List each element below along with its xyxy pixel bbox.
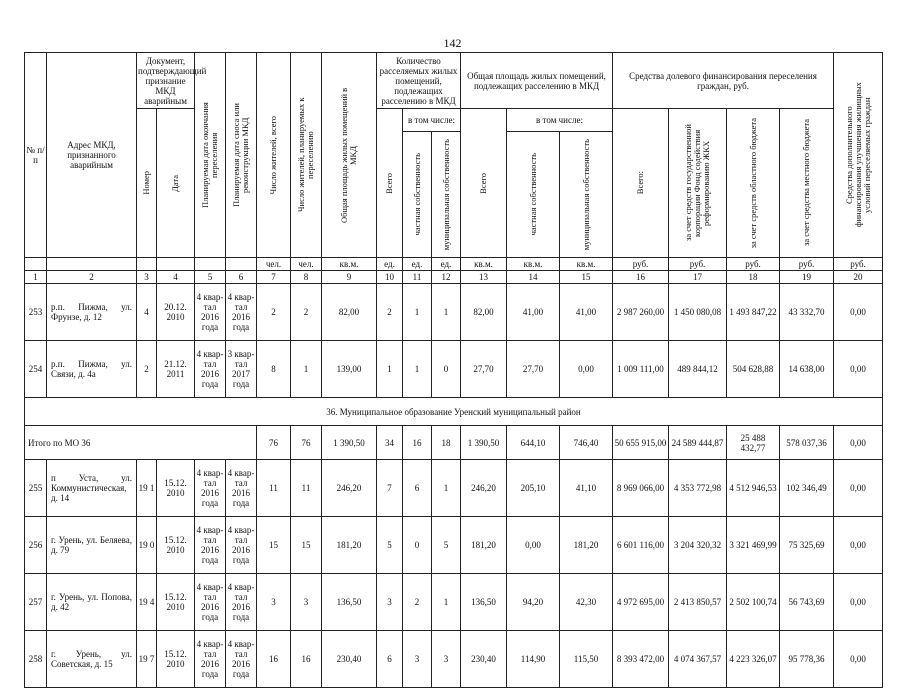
- header-rooms-total: Всего: [377, 109, 403, 258]
- table-cell: 181,20: [322, 517, 377, 574]
- table-cell: 115,50: [560, 631, 613, 688]
- table-cell: 1: [432, 574, 461, 631]
- table-cell: 1: [403, 284, 432, 341]
- unit-cell: [195, 258, 226, 271]
- unit-cell: [47, 258, 137, 271]
- table-cell: 41,00: [560, 284, 613, 341]
- header-fin-local: за счет средства местного бюджета: [780, 109, 834, 258]
- table-cell: 4 353 772,98: [669, 460, 727, 517]
- table-row: [25, 574, 883, 631]
- column-number-cell: 7: [257, 271, 291, 284]
- table-cell: 4 квар-тал 2016 года: [226, 284, 257, 341]
- table-cell: 4 квар-тал 2016 года: [195, 574, 226, 631]
- table-cell: 0,00: [834, 631, 883, 688]
- subtotal-cell: 25 488 432,77: [727, 426, 780, 460]
- table-cell: г. Урень, ул. Попова, д. 42: [47, 574, 137, 631]
- header-area-municipal: муниципальная собственность: [560, 131, 613, 257]
- table-cell: 181,20: [461, 517, 507, 574]
- subtotal-label: Итого по МО 36: [25, 426, 257, 460]
- table-cell: 4 074 367,57: [669, 631, 727, 688]
- table-cell: 94,20: [507, 574, 560, 631]
- subtotal-cell: 1 390,50: [322, 426, 377, 460]
- table-cell: 11: [291, 460, 322, 517]
- subtotal-cell: 18: [432, 426, 461, 460]
- table-cell: 15.12. 2010: [157, 460, 195, 517]
- table-cell: 15.12. 2010: [157, 631, 195, 688]
- table-cell: 4 квар-тал 2016 года: [226, 460, 257, 517]
- table-cell: 0: [403, 517, 432, 574]
- table-row: [25, 517, 883, 574]
- table-row: [25, 341, 883, 398]
- table-row: [25, 460, 883, 517]
- table-cell: 4 972 695,00: [613, 574, 669, 631]
- table-cell: 41,10: [560, 460, 613, 517]
- table-cell: 136,50: [461, 574, 507, 631]
- column-number-row: [25, 271, 883, 284]
- unit-cell: ед.: [432, 258, 461, 271]
- column-number-cell: 13: [461, 271, 507, 284]
- unit-cell: [157, 258, 195, 271]
- table-cell: 19 4: [137, 574, 157, 631]
- subtotal-cell: 34: [377, 426, 403, 460]
- unit-cell: [226, 258, 257, 271]
- subtotal-cell: 76: [257, 426, 291, 460]
- table-cell: 4: [137, 284, 157, 341]
- unit-cell: кв.м.: [461, 258, 507, 271]
- table-cell: 21.12. 2011: [157, 341, 195, 398]
- table-cell: 2: [291, 284, 322, 341]
- table-cell: 1 009 111,00: [613, 341, 669, 398]
- table-cell: 19 1: [137, 460, 157, 517]
- table-cell: 2 502 100,74: [727, 574, 780, 631]
- column-number-cell: 6: [226, 271, 257, 284]
- table-cell: 82,00: [322, 284, 377, 341]
- table-cell: 4 квар-тал 2016 года: [226, 574, 257, 631]
- table-cell: 19 0: [137, 517, 157, 574]
- header-num: № п/п: [25, 53, 47, 258]
- section-title: 36. Муниципальное образование Уренский муниципальный район: [25, 398, 883, 426]
- table-cell: 4 512 946,53: [727, 460, 780, 517]
- table-cell: 1: [291, 341, 322, 398]
- table-cell: 2: [257, 284, 291, 341]
- column-number-cell: 10: [377, 271, 403, 284]
- table-cell: 56 743,69: [780, 574, 834, 631]
- column-number-cell: 2: [47, 271, 137, 284]
- header-financing: Средства долевого финансирования переселения граждан, руб.: [613, 53, 834, 109]
- table-cell: 4 квар-тал 2016 года: [226, 631, 257, 688]
- table-cell: 256: [25, 517, 47, 574]
- header-area-incl: в том числе:: [507, 109, 613, 132]
- table-cell: 4 квар-тал 2016 года: [195, 460, 226, 517]
- table-cell: 257: [25, 574, 47, 631]
- unit-cell: чел.: [257, 258, 291, 271]
- table-cell: 3: [403, 631, 432, 688]
- unit-cell: руб.: [669, 258, 727, 271]
- table-cell: 3: [291, 574, 322, 631]
- header-plan-demolition: Планируемая дата сноса или реконструкции МКД: [226, 53, 257, 258]
- unit-cell: руб.: [613, 258, 669, 271]
- header-fin-fund: за счет средств государственной корпорации Фонд содействия реформированию ЖКХ: [669, 109, 727, 258]
- table-cell: 3: [257, 574, 291, 631]
- table-cell: 3 204 320,32: [669, 517, 727, 574]
- table-cell: 16: [291, 631, 322, 688]
- table-cell: 1: [377, 341, 403, 398]
- table-cell: 27,70: [461, 341, 507, 398]
- unit-cell: чел.: [291, 258, 322, 271]
- table-cell: 0,00: [560, 341, 613, 398]
- header-area-total: Всего: [461, 109, 507, 258]
- table-cell: 2 413 850,57: [669, 574, 727, 631]
- unit-cell: ед.: [377, 258, 403, 271]
- column-number-cell: 14: [507, 271, 560, 284]
- table-cell: 0,00: [834, 460, 883, 517]
- table-cell: 136,50: [322, 574, 377, 631]
- table-cell: 15.12. 2010: [157, 517, 195, 574]
- column-number-cell: 19: [780, 271, 834, 284]
- column-number-cell: 18: [727, 271, 780, 284]
- table-cell: 4 квар-тал 2016 года: [195, 284, 226, 341]
- header-area-private: частная собственность: [507, 131, 560, 257]
- header-plan-end: Планируемая дата окончания переселения: [195, 53, 226, 258]
- subtotal-cell: 0,00: [834, 426, 883, 460]
- header-rooms-municipal: муниципальная собственность: [432, 131, 461, 257]
- table-cell: 2 987 260,00: [613, 284, 669, 341]
- subtotal-cell: 1 390,50: [461, 426, 507, 460]
- table-cell: 14 638,00: [780, 341, 834, 398]
- table-cell: 2: [137, 341, 157, 398]
- table-cell: 205,10: [507, 460, 560, 517]
- header-residents: Число жителей, всего: [257, 53, 291, 258]
- table-cell: 6 601 116,00: [613, 517, 669, 574]
- table-cell: 1: [432, 460, 461, 517]
- table-cell: 4 223 326,07: [727, 631, 780, 688]
- table-cell: 4 квар-тал 2016 года: [195, 341, 226, 398]
- table-row: [25, 284, 883, 341]
- table-cell: 258: [25, 631, 47, 688]
- table-cell: 1: [403, 341, 432, 398]
- column-number-cell: 16: [613, 271, 669, 284]
- subtotal-cell: 644,10: [507, 426, 560, 460]
- header-doc-date: Дата: [157, 109, 195, 258]
- table-cell: 16: [257, 631, 291, 688]
- table-cell: 15: [291, 517, 322, 574]
- header-document: Документ, подтверждающий признание МКД аварийным: [137, 53, 195, 109]
- unit-cell: ед.: [403, 258, 432, 271]
- table-cell: 246,20: [322, 460, 377, 517]
- table-cell: 0,00: [507, 517, 560, 574]
- column-number-cell: 3: [137, 271, 157, 284]
- table-cell: 0,00: [834, 341, 883, 398]
- table-cell: 5: [377, 517, 403, 574]
- table-cell: 254: [25, 341, 47, 398]
- table-cell: 4 квар-тал 2016 года: [195, 631, 226, 688]
- subtotal-cell: 578 037,36: [780, 426, 834, 460]
- table-cell: 3 321 469,99: [727, 517, 780, 574]
- table-cell: 2: [377, 284, 403, 341]
- table-cell: 6: [377, 631, 403, 688]
- table-cell: 4 квар-тал 2016 года: [195, 517, 226, 574]
- header-rooms-private: частная собственность: [403, 131, 432, 257]
- column-number-cell: 9: [322, 271, 377, 284]
- table-cell: 0,00: [834, 517, 883, 574]
- header-total-area: Общая площадь жилых помещений в МКД: [322, 53, 377, 258]
- table-cell: 230,40: [461, 631, 507, 688]
- header-doc-number: Номер: [137, 109, 157, 258]
- units-row: [25, 258, 883, 271]
- table-cell: 1 493 847,22: [727, 284, 780, 341]
- table-cell: г. Урень, ул. Беляева, д. 79: [47, 517, 137, 574]
- table-cell: 7: [377, 460, 403, 517]
- column-number-cell: 12: [432, 271, 461, 284]
- table-cell: 255: [25, 460, 47, 517]
- table-cell: р.п. Пижма, ул. Фрунзе, д. 12: [47, 284, 137, 341]
- page-number: 142: [443, 36, 462, 50]
- table-cell: 43 332,70: [780, 284, 834, 341]
- table-cell: 8: [257, 341, 291, 398]
- subtotal-cell: 76: [291, 426, 322, 460]
- table-cell: 1 450 080,08: [669, 284, 727, 341]
- unit-cell: кв.м.: [322, 258, 377, 271]
- table-cell: 6: [403, 460, 432, 517]
- unit-cell: руб.: [834, 258, 883, 271]
- column-number-cell: 11: [403, 271, 432, 284]
- table-cell: 27,70: [507, 341, 560, 398]
- header-fin-total: Всего:: [613, 109, 669, 258]
- header-area: Общая площадь жилых помещений, подлежащих расселению в МКД: [461, 53, 613, 109]
- column-number-cell: 17: [669, 271, 727, 284]
- column-number-cell: 15: [560, 271, 613, 284]
- subtotal-cell: 50 655 915,00: [613, 426, 669, 460]
- table-row: [25, 631, 883, 688]
- unit-cell: руб.: [727, 258, 780, 271]
- header-address: Адрес МКД, признанного аварийным: [47, 53, 137, 258]
- table-cell: 8 393 472,00: [613, 631, 669, 688]
- subtotal-cell: 746,40: [560, 426, 613, 460]
- table-cell: 5: [432, 517, 461, 574]
- table-cell: 0,00: [834, 284, 883, 341]
- table-cell: 181,20: [560, 517, 613, 574]
- table-cell: 2: [403, 574, 432, 631]
- column-number-cell: 8: [291, 271, 322, 284]
- table-cell: 3: [432, 631, 461, 688]
- unit-cell: [137, 258, 157, 271]
- column-number-cell: 4: [157, 271, 195, 284]
- table-cell: 15.12. 2010: [157, 574, 195, 631]
- table-cell: 41,00: [507, 284, 560, 341]
- unit-cell: [25, 258, 47, 271]
- table-cell: 230,40: [322, 631, 377, 688]
- header-extra-financing: Средства дополнительного финансирования улучшения жилищных условий переселяемых граждан: [834, 53, 883, 258]
- column-number-cell: 1: [25, 271, 47, 284]
- table-cell: 19 7: [137, 631, 157, 688]
- table-cell: р.п. Пижма, ул. Связи, д. 4а: [47, 341, 137, 398]
- table-cell: 253: [25, 284, 47, 341]
- table-cell: 8 969 066,00: [613, 460, 669, 517]
- unit-cell: кв.м.: [560, 258, 613, 271]
- table-cell: 102 346,49: [780, 460, 834, 517]
- unit-cell: кв.м.: [507, 258, 560, 271]
- column-number-cell: 5: [195, 271, 226, 284]
- subtotal-cell: 24 589 444,87: [669, 426, 727, 460]
- table-cell: 3 квар-тал 2017 года: [226, 341, 257, 398]
- header-fin-region: за счет средств областного бюджета: [727, 109, 780, 258]
- table-cell: 75 325,69: [780, 517, 834, 574]
- header-residents-plan: Число жителей, планируемых к переселению: [291, 53, 322, 258]
- header-rooms: Количество расселяемых жилых помещений, подлежащих расселению в МКД: [377, 53, 461, 109]
- table-cell: п Уста, ул. Коммунистическая, д. 14: [47, 460, 137, 517]
- table-cell: 95 778,36: [780, 631, 834, 688]
- resettlement-table: [24, 52, 883, 688]
- table-cell: 20.12. 2010: [157, 284, 195, 341]
- table-cell: 504 628,88: [727, 341, 780, 398]
- table-cell: 42,30: [560, 574, 613, 631]
- table-cell: 246,20: [461, 460, 507, 517]
- table-cell: 3: [377, 574, 403, 631]
- column-number-cell: 20: [834, 271, 883, 284]
- table-cell: 11: [257, 460, 291, 517]
- table-cell: 15: [257, 517, 291, 574]
- table-cell: 114,90: [507, 631, 560, 688]
- table-cell: 1: [432, 284, 461, 341]
- table-cell: 4 квар-тал 2016 года: [226, 517, 257, 574]
- table-cell: 489 844,12: [669, 341, 727, 398]
- table-cell: 82,00: [461, 284, 507, 341]
- subtotal-row: [25, 426, 883, 460]
- unit-cell: руб.: [780, 258, 834, 271]
- table-cell: г. Урень, ул. Советская, д. 15: [47, 631, 137, 688]
- header-rooms-incl: в том числе:: [403, 109, 461, 132]
- table-cell: 0: [432, 341, 461, 398]
- subtotal-cell: 16: [403, 426, 432, 460]
- table-cell: 139,00: [322, 341, 377, 398]
- table-cell: 0,00: [834, 574, 883, 631]
